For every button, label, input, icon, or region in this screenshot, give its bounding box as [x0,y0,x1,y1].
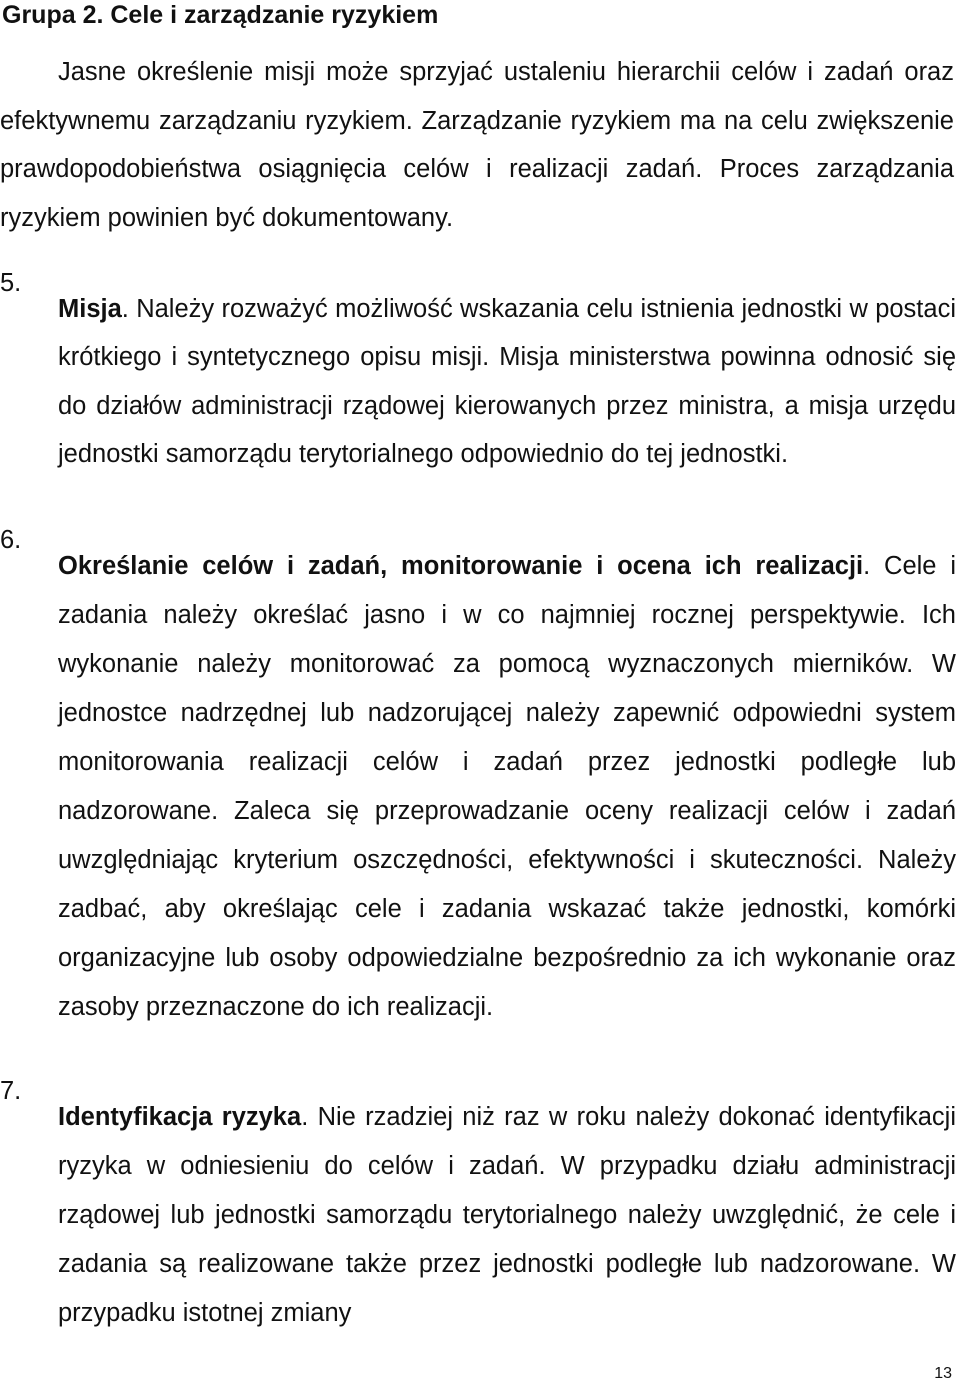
list-item-body [58,1093,956,1338]
list-item-lead: Identyfikacja ryzyka [58,1102,302,1131]
list-item-number: 5. [0,269,22,297]
list-item-text: . Cele i zadania należy określać jasno i w co najmniej rocznej perspektywie. Ich wykonanie należy monitorować za pomocą wyznaczonych mierników. W jednostce nadrzędnej lub nadzorującej należy zapewnić odpowiedni system monitorowania realizacji celów i zadań przez jednostki podległe lub nadzorowane. Zaleca się przeprowadzanie oceny realizacji celów i zadań uwzględniając kryterium oszczędności, efektywności i skuteczności. Należy zadbać, aby określając cele i zadania wskazać także jednostki, komórki organizacyjne lub osoby odpowiedzialne bezpośrednio za ich wykonanie oraz zasoby przeznaczone do ich realizacji. [58,551,956,1021]
list-item-text: . Nie rzadziej niż raz w roku należy dokonać identyfikacji ryzyka w odniesieniu do celów i zadań. W przypadku działu administracji rządowej lub jednostki samorządu terytorialnego należy uwzględnić, że cele i zadania są realizowane także przez jednostki podległe lub nadzorowane. W przypadku istotnej zmiany [58,1102,957,1327]
list-item-lead: Misja [58,294,122,323]
list-item-body [58,542,956,1032]
intro-paragraph: Jasne określenie misji może sprzyjać ustaleniu hierarchii celów i zadań oraz efektywnemu zarządzaniu ryzykiem. Zarządzanie ryzykiem ma na celu zwiększenie prawdopodobieństwa osiągnięcia celów i realizacji zadań. Proces zarządzania ryzykiem powinien być dokumentowany. [0,58,954,232]
list-item-number: 6. [0,526,22,554]
list-item-text: . Należy rozważyć możliwość wskazania celu istnienia jednostki w postaci krótkiego i syntetycznego opisu misji. Misja ministerstwa powinna odnosić się do działów administracji rządowej kierowanych przez ministra, a misja urzędu jednostki samorządu terytorialnego odpowiednio do tej jednostki. [58,294,956,468]
list-item-mission [0,259,956,504]
group-heading: Grupa 2. Cele i zarządzanie ryzykiem [2,1,439,29]
page-number: 13 [934,1365,952,1382]
list-item-body [58,285,956,479]
list-item-lead: Określanie celów i zadań, monitorowanie i ocena ich realizacji [58,551,864,580]
list-item-number: 7. [0,1077,22,1105]
list-item-goals [0,516,956,1057]
list-item-risk-identification [0,1067,956,1363]
